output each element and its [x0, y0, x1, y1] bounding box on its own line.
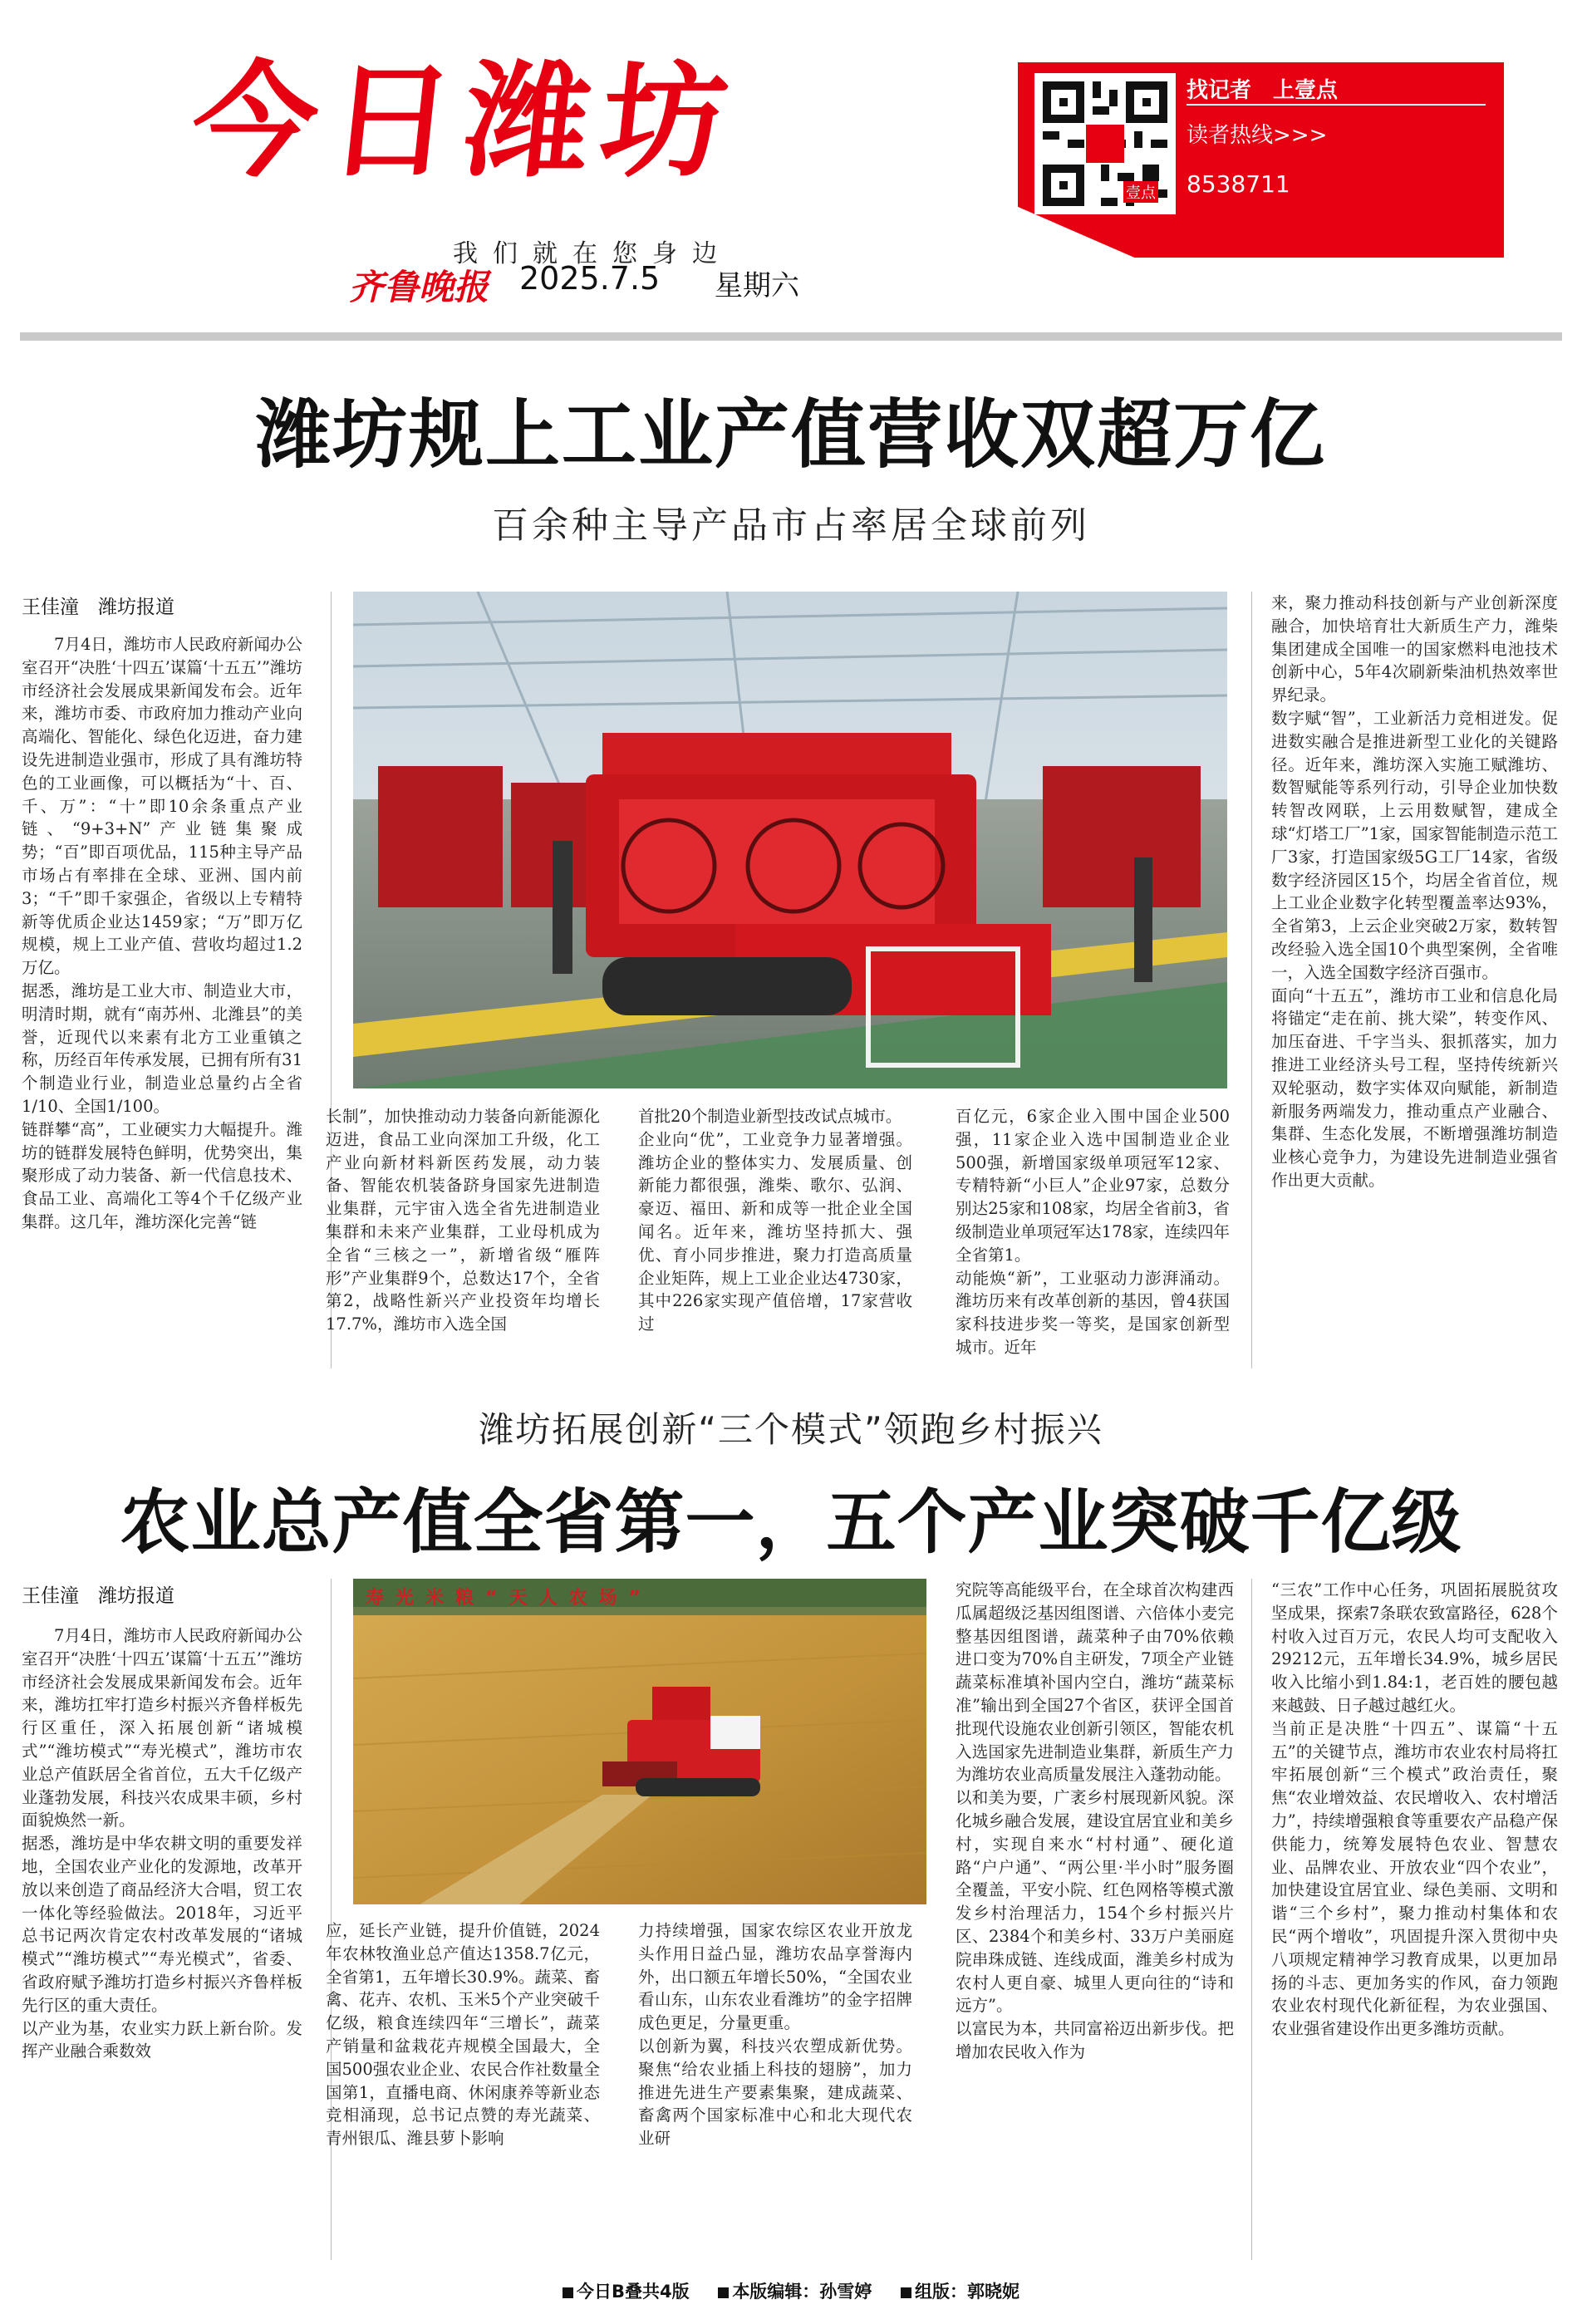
photo-banner-text: 寿光米粮“天人农场” [366, 1588, 652, 1609]
column-divider [1251, 1579, 1252, 2260]
issue-weekday: 星期六 [715, 269, 799, 302]
square-bullet-icon [718, 2287, 729, 2298]
hotline-number: 8538711 [1186, 170, 1290, 198]
square-bullet-icon [901, 2287, 911, 2298]
story1-column-d: 百亿元，6家企业入围中国企业500强，11家企业入选中国制造业企业500强，新增国家级单项冠军12家、专精特新“小巨人”企业97家，总数分别达25家和108家，均居全省前3，省级制造业单项冠军达178家，连续四年全省第1。 动能焕“新”，工业驱动力澎湃涌动。潍坊历来有改革创新的基因，曾4获国家科技进步奖一等奖，是国家创新型城市。近年 [956, 1107, 1230, 1357]
story1-photo-harvester-factory [353, 592, 1227, 1088]
story1-column-c: 首批20个制造业新型技改试点城市。 企业向“优”，工业竞争力显著增强。潍坊企业的整体实力、发展质量、创新能力都很强，潍柴、歌尔、弘润、豪迈、福田、新和成等一批企业全国闻名。近年来，潍坊坚持抓大、强优、育小同步推进，聚力打造高质量企业矩阵，规上工业企业达4730家，其中226家实现产值倍增，17家营收过 [638, 1107, 912, 1334]
square-bullet-icon [563, 2287, 573, 2298]
story2-photo-wheat-harvest [353, 1579, 926, 1904]
masthead-slogan: 我们就在您身边 [453, 239, 732, 268]
story2-column-right: “三农”工作中心任务，巩固拓展脱贫攻坚成果，探索7条联农致富路径，628个村收入过百万元，农民人均可支配收入29212元，五年增长34.9%，城乡居民收入比缩小到1.84:1，老百姓的腰包越来越鼓、日子越过越红火。 当前正是决胜“十四五”、谋篇“十五五”的关键节点，潍坊市农业农村局将扛牢拓展创新“三个模式”政治责任，聚焦“农业增效益、农民增收入、农村增活力”，持续增强粮食等重要农产品稳产保供能力，统筹发展特色农业、智慧农业、品牌农业、开放农业“四个农业”，加快建设宜居宜业、绿色美丽、文明和谐“三个乡村”，聚力推动村集体和农民“两个增收”，巩固提升深入贯彻中央八项规定精神学习教育成果，以更加昂扬的斗志、更加务实的作风，奋力领跑农业农村现代化新征程，为农业强国、农业强省建设作出更多潍坊贡献。 [1271, 1580, 1558, 2039]
story1-column-b: 长制”，加快推动动力装备向新能源化迈进，食品工业向深加工升级，化工产业向新材料新医药发展，动力装备、智能农机装备跻身国家先进制造业集群，元宇宙入选全省先进制造业集群和未来产业集群，工业母机成为全省“三核之一”，新增省级“雁阵形”产业集群9个，总数达17个，全省第2，战略性新兴产业投资年均增长17.7%，潍坊市入选全国 [326, 1107, 600, 1334]
story2-column-left: 7月4日，潍坊市人民政府新闻办公室召开“决胜‘十四五’谋篇‘十五五’”潍坊市经济社会发展成果新闻发布会。近年来，潍坊扛牢打造乡村振兴齐鲁样板先行区重任，深入拓展创新“诸城模式”“潍坊模式”“寿光模式”，潍坊市农业总产值跃居全省首位，五大千亿级产业蓬勃发展，科技兴农成果丰硕，乡村面貌焕然一新。 据悉，潍坊是中华农耕文明的重要发祥地，全国农业产业化的发源地，改革开放以来创造了商品经济大合唱，贸工农一体化等经验做法。2018年，习近平总书记两次肯定农村改革发展的“诸城模式”“潍坊模式”“寿光模式”，省委、省政府赋予潍坊打造乡村振兴齐鲁样板先行区的重大责任。 以产业为基，农业实力跃上新台阶。发挥产业融合乘数效 [22, 1626, 302, 2061]
issue-date: 2025.7.5 [519, 260, 661, 297]
story2-kicker: 潍坊拓展创新“三个模式”领跑乡村振兴 [479, 1409, 1103, 1450]
page-footer [0, 2278, 1582, 2303]
story1-byline: 王佳潼 潍坊报道 [22, 597, 174, 618]
story1-column-left: 7月4日，潍坊市人民政府新闻办公室召开“决胜‘十四五’谋篇‘十五五’”潍坊市经济社会发展成果新闻发布会。近年来，潍坊市委、市政府加力推动产业向高端化、智能化、绿色化迈进，奋力建设先进制造业强市，形成了具有潍坊特色的工业画像，可以概括为“十、百、千、万”：“十”即10余条重点产业链、“9+3+N”产业链集聚成势；“百”即百项优品，115种主导产品市场占有率排在全球、亚洲、国内前3；“千”即千家强企，省级以上专精特新等优质企业达1459家；“万”即万亿规模，规上工业产值、营收均超过1.2万亿。 据悉，潍坊是工业大市、制造业大市，明清时期，就有“南苏州、北潍县”的美誉，近现代以来素有北方工业重镇之称，历经百年传承发展，已拥有所有31个制造业行业，制造业总量约占全省1/10、全国1/100。 链群攀“高”，工业硬实力大幅提升。潍坊的链群发展特色鲜明，优势突出，集聚形成了动力装备、新一代信息技术、食品工业、高端化工等4个千亿级产业集群。这几年，潍坊深化完善“链 [22, 635, 302, 1231]
story2-headline: 农业总产值全省第一，五个产业突破千亿级 [120, 1481, 1462, 1563]
contact-divider [1186, 104, 1486, 106]
qr-badge: 壹点 [1123, 181, 1158, 203]
masthead-title: 今日潍坊 [184, 50, 746, 194]
contact-line-hotline: 读者热线>>> [1186, 123, 1328, 148]
story2-byline: 王佳潼 潍坊报道 [22, 1585, 174, 1607]
story2-column-b: 应，延长产业链，提升价值链，2024年农林牧渔业总产值达1358.7亿元，全省第1，五年增长30.9%。蔬菜、畜禽、花卉、农机、玉米5个产业突破千亿级，粮食连续四年“三增长”，蔬菜产销量和盆栽花卉规模全国最大，全国500强农业企业、农民合作社数量全国第1，直播电商、休闲康养等新业态竞相涌现，总书记点赞的寿光蔬菜、青州银瓜、潍县萝卜影响 [326, 1921, 600, 2149]
footer-item-editor: 本版编辑：孙雪婷 [718, 2282, 872, 2302]
story1-subhead: 百余种主导产品市占率居全球前列 [492, 504, 1090, 547]
story1-column-right: 来，聚力推动科技创新与产业创新深度融合，加快培育壮大新质生产力，潍柴集团建成全国唯一的国家燃料电池技术创新中心，5年4次刷新柴油机热效率世界纪录。 数字赋“智”，工业新活力竞相迸发。促进数实融合是推进新型工业化的关键路径。近年来，潍坊深入实施工赋潍坊、数智赋能等系列行动，引导企业加快数转智改网联，上云用数赋智，建成全球“灯塔工厂”1家，国家智能制造示范工厂3家，打造国家级5G工厂14家，省级数字经济园区15个，均居全省首位，规上工业企业数字化转型覆盖率达93%，全省第3，上云企业突破2万家，数转智改经验入选全国10个典型案例，全省唯一，入选全国数字经济百强市。 面向“十五五”，潍坊市工业和信息化局将锚定“走在前、挑大梁”，转变作风、加压奋进、千字当头、狠抓落实，加力推进工业经济头号工程，坚持传统新兴双轮驱动，数字实体双向赋能，新制造新服务两端发力，推动重点产业融合、集群、生态化发展，不断增强潍坊制造业核心竞争力，为建设先进制造业强省作出更大贡献。 [1271, 593, 1558, 1190]
column-divider [1251, 592, 1252, 1368]
story2-column-d: 究院等高能级平台，在全球首次构建西瓜属超级泛基因组图谱、六倍体小麦完整基因组图谱，蔬菜种子由70%依赖进口变为70%自主研发，7项全产业链蔬菜标准填补国内空白，潍坊“蔬菜标准”输出到全国27个省区，获评全国首批现代设施农业创新引领区，智能农机入选国家先进制造业集群，新质生产力为潍坊农业高质量发展注入蓬勃动能。 以和美为要，广袤乡村展现新风貌。深化城乡融合发展，建设宜居宜业和美乡村，实现自来水“村村通”、硬化道路“户户通”、“两公里·半小时”服务圈全覆盖，平安小院、红色网格等模式激发乡村治理活力，154个乡村振兴片区、2384个和美乡村、33万户美丽庭院串珠成链、连线成面，潍美乡村成为农村人更自豪、城里人更向往的“诗和远方”。 以富民为本，共同富裕迈出新步伐。把增加农民收入作为 [956, 1580, 1234, 2061]
newspaper-brand: 齐鲁晚报 [349, 267, 489, 307]
footer-item-layout: 组版：郭晓妮 [901, 2282, 1019, 2302]
story2-column-c: 力持续增强，国家农综区农业开放龙头作用日益凸显，潍坊农品享誉海内外，出口额五年增长50%，“全国农业看山东，山东农业看潍坊”的金字招牌成色更足，分量更重。 以创新为翼，科技兴农塑成新优势。聚焦“给农业插上科技的翅膀”，加力推进先进生产要素集聚，建成蔬菜、畜禽两个国家标准中心和北大现代农业研 [638, 1921, 912, 2149]
footer-item-pages: 今日B叠共4版 [563, 2282, 690, 2302]
story1-headline: 潍坊规上工业产值营收双超万亿 [256, 391, 1326, 479]
contact-line-reporter: 找记者 上壹点 [1186, 78, 1339, 103]
masthead-rule [20, 332, 1562, 341]
